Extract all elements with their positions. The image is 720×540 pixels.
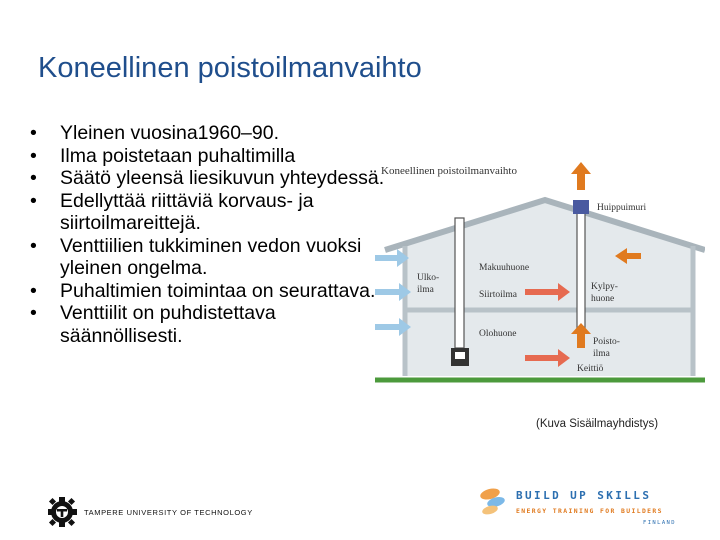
image-caption: (Kuva Sisäilmayhdistys) xyxy=(536,418,659,430)
build-up-skills-title: BUILD UP SKILLS xyxy=(516,489,652,502)
exhaust-air-label: Poisto- xyxy=(593,337,620,347)
bullet-item: • Edellyttää riittäviä korvaus- ja siirtoilmareittejä. xyxy=(30,190,385,235)
stove-door xyxy=(455,352,465,359)
transfer-air-label: Siirtoilma xyxy=(479,290,517,300)
bathroom-label: Kylpy- xyxy=(591,282,618,292)
exhaust-out-arrow xyxy=(571,162,591,190)
bullet-list xyxy=(30,122,385,347)
attic-label: Makuuhuone xyxy=(479,263,530,273)
bullet-item: • Yleinen vuosina1960–90. xyxy=(30,122,385,145)
ventilation-diagram xyxy=(375,158,705,398)
swoosh-icon xyxy=(479,487,506,516)
bullet-item: • Venttiilien tukkiminen vedon vuoksi yleinen ongelma. xyxy=(30,235,385,280)
exhaust-duct xyxy=(577,208,585,328)
bullet-item: • Ilma poistetaan puhaltimilla xyxy=(30,145,385,168)
roof-fan-label: Huippuimuri xyxy=(597,203,647,213)
exhaust-air-label: ilma xyxy=(593,349,610,359)
chimney xyxy=(455,218,464,348)
roof-fan-box xyxy=(573,200,589,214)
bathroom-label: huone xyxy=(591,294,615,304)
build-up-skills-country: FINLAND xyxy=(643,520,676,526)
tut-logo xyxy=(48,494,308,530)
slide-title: Koneellinen poistoilmanvaihto xyxy=(38,52,422,84)
house-body xyxy=(405,200,693,376)
diagram-title: Koneellinen poistoilmanvaihto xyxy=(381,165,517,177)
build-up-skills-logo xyxy=(476,482,696,532)
bullet-item: • Puhaltimien toimintaa on seurattava. xyxy=(30,280,385,303)
outdoor-air-label: Ulko- xyxy=(417,273,440,283)
outdoor-air-label: ilma xyxy=(417,285,434,295)
tut-logo-text: TAMPERE UNIVERSITY OF TECHNOLOGY xyxy=(84,508,253,517)
bullet-item: • Venttiilit on puhdistettava säännöllisesti. xyxy=(30,302,385,347)
bullet-item: • Säätö yleensä liesikuvun yhteydessä. xyxy=(30,167,385,190)
kitchen-label: Keittiö xyxy=(577,364,604,374)
gear-icon xyxy=(48,497,77,527)
build-up-skills-subtitle: ENERGY TRAINING FOR BUILDERS xyxy=(516,507,663,515)
living-room-label: Olohuone xyxy=(479,329,517,339)
